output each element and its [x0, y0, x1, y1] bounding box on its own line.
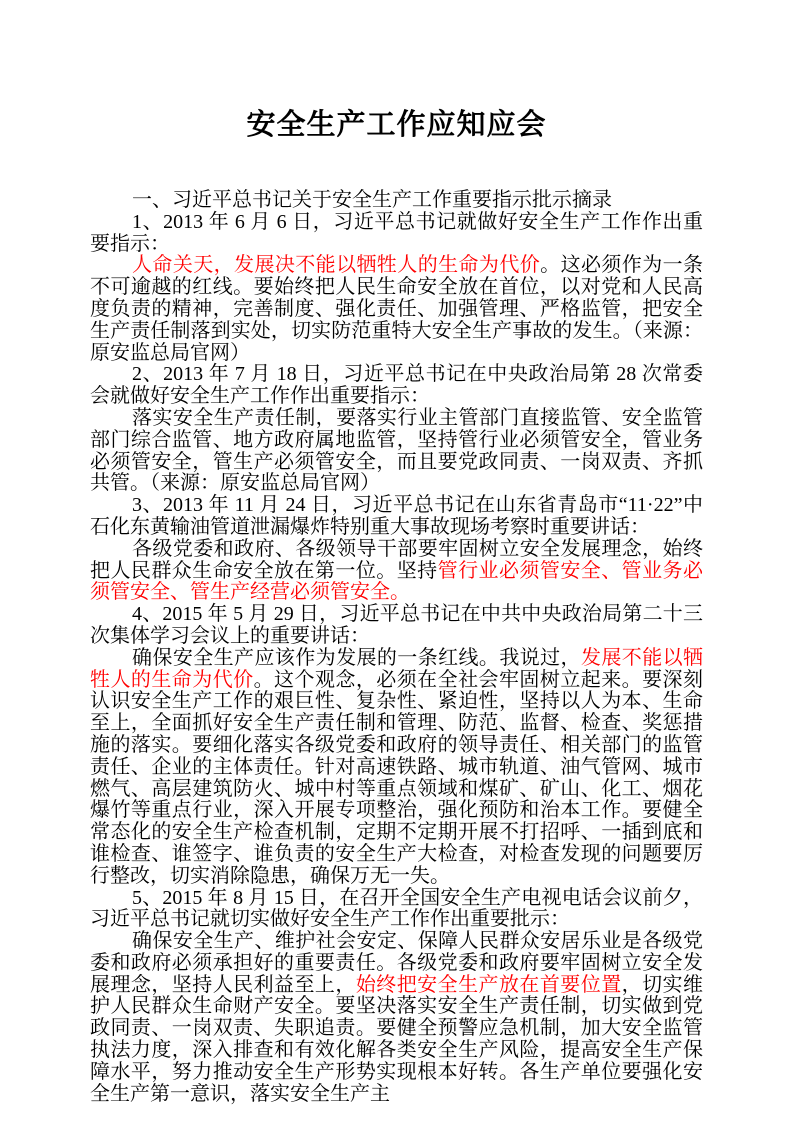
text-segment: 确保安全生产、维护社会安定、保障人民群众安居乐业是各级党委和政府必须承担好的重要责任。各级党委和政府要牢固树立安全发展理念，坚持人民利益至上， [90, 930, 703, 996]
paragraph-9 [90, 888, 703, 932]
text-segment-red: 管行业必须管安全、管业务必须管安全、管生产经营必须管安全。 [90, 559, 704, 604]
paragraph-10 [90, 931, 703, 1105]
paragraph-8 [90, 648, 703, 888]
text-segment: 落实安全生产责任制，要落实行业主管部门直接监管、安全监管部门综合监管、地方政府属地监管，坚持管行业必须管安全，管业务必须管安全，管生产必须管安全，而且要党政同责、一岗双责、齐抓共管。（来源：原安监总局官网） [90, 406, 703, 495]
paragraph-1 [90, 212, 703, 256]
text-segment-red: 发展不能以牺牲人的生命为代价 [90, 646, 704, 691]
text-segment: 5、2015 年 8 月 15 日，在召开全国安全生产电视电话会议前夕，习近平总书记就切实做好安全生产工作作出重要批示： [90, 886, 703, 931]
text-segment: 。这个观念，必须在全社会牢固树立起来。要深刻认识安全生产工作的艰巨性、复杂性、紧迫性，坚持以人为本、生命至上，全面抓好安全生产责任制和管理、防范、监督、检查、奖惩措施的落实。要细化落实各级党委和政府的领导责任、相关部门的监管责任、企业的主体责任。针对高速铁路、城市轨道、油气管网、城市燃气、高层建筑防火、城中村等重点领域和煤矿、矿山、化工、烟花爆竹等重点行业，深入开展专项整治，强化预防和治本工作。要健全常态化的安全生产检查机制，定期不定期开展不打招呼、一插到底和谁检查、谁签字、谁负责的安全生产大检查，对检查发现的问题要厉行整改，切实消除隐患，确保万无一失。 [90, 668, 704, 887]
paragraph-3 [90, 364, 703, 408]
text-segment: 4、2015 年 5 月 29 日，习近平总书记在中共中央政治局第二十三次集体学习会议上的重要讲话： [90, 603, 703, 647]
text-segment: 确保安全生产应该作为发展的一条红线。我说过， [132, 646, 581, 669]
text-segment: 各级党委和政府、各级领导干部要牢固树立安全发展理念，始终把人民群众生命安全放在第一位。坚持 [90, 537, 703, 582]
paragraph-7 [90, 604, 703, 648]
paragraph-4 [90, 408, 703, 495]
text-segment: ，切实维护人民群众生命财产安全。要坚决落实安全生产责任制，切实做到党政同责、一岗双责、失职追责。要健全预警应急机制，加大安全监管执法力度，深入排查和有效化解各类安全生产风险，提高安全生产保障水平，努力推动安全生产形势实现根本好转。各生产单位要强化安全生产第一意识，落实安全生产主 [90, 973, 704, 1105]
paragraph-2 [90, 255, 703, 364]
paragraph-5 [90, 495, 703, 539]
text-segment: 2、2013 年 7 月 18 日，习近平总书记在中央政治局第 28 次常委会就做好安全生产工作作出重要指示： [90, 363, 703, 408]
paragraph-6 [90, 539, 703, 604]
text-segment: 。这必须作为一条不可逾越的红线。要始终把人民生命安全放在首位，以对党和人民高度负责的精神，完善制度、强化责任、加强管理、严格监管，把安全生产责任制落到实处，切实防范重特大安全生产事故的发生。（来源：原安监总局官网） [90, 254, 704, 364]
text-segment-red: 始终把安全生产放在首要位置 [355, 973, 622, 996]
section-heading: 一、习近平总书记关于安全生产工作重要指示批示摘录 [132, 189, 612, 211]
text-segment-red: 人命关天，发展决不能以牺牲人的生命为代价 [132, 254, 541, 277]
document-title: 安全生产工作应知应会 [246, 109, 547, 141]
text-segment: 1、2013 年 6 月 6 日，习近平总书记就做好安全生产工作作出重要指示： [90, 210, 703, 255]
text-segment: 3、2013 年 11 月 24 日，习近平总书记在山东省青岛市“11·22”中石化东黄输油管道泄漏爆炸特别重大事故现场考察时重要讲话： [90, 494, 703, 538]
